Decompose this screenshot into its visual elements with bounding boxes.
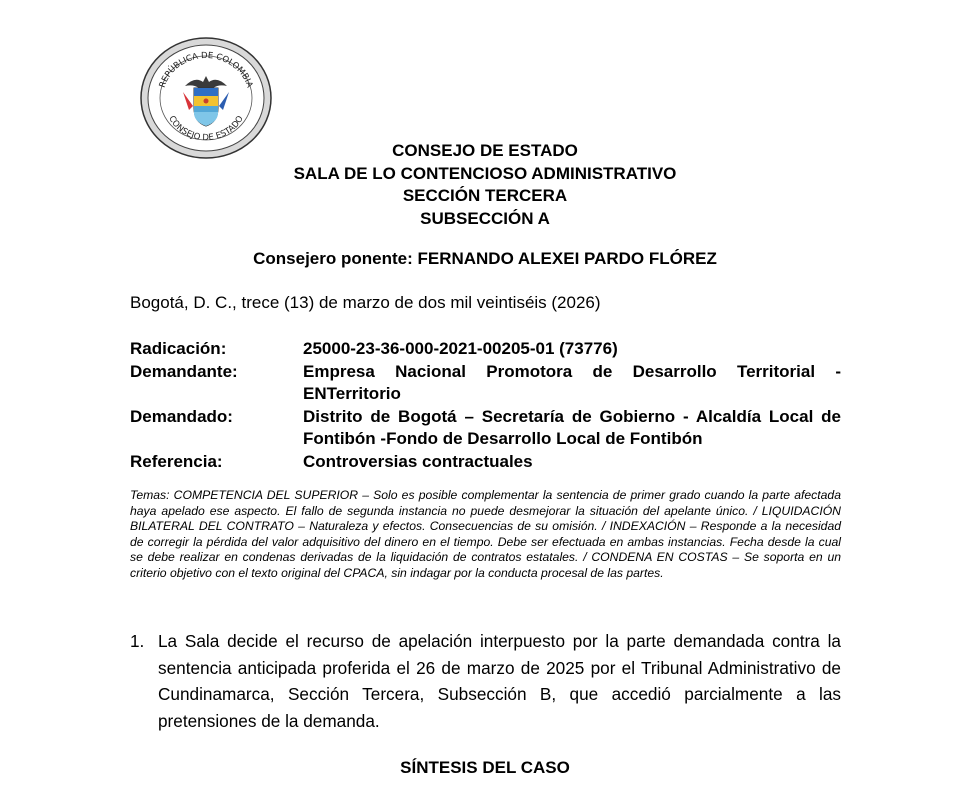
demandante-row <box>130 361 841 406</box>
referencia-label: Referencia: <box>130 451 223 471</box>
paragraph-1 <box>130 628 841 734</box>
header-line-seccion: SECCIÓN TERCERA <box>402 186 568 205</box>
demandado-label: Demandado: <box>130 406 233 426</box>
case-metadata <box>130 338 841 473</box>
radicacion-value: 25000-23-36-000-2021-00205-01 (73776) <box>303 339 618 358</box>
radicacion-row <box>130 338 841 361</box>
place-date: Bogotá, D. C., trece (13) de marzo de dos mil veintiséis (2026) <box>130 293 601 312</box>
demandado-value: Distrito de Bogotá – Secretaría de Gobierno - Alcaldía Local de Fontibón -Fondo de Desarrollo Local de Fontibón <box>303 406 841 448</box>
sintesis-heading: SÍNTESIS DEL CASO <box>400 758 570 777</box>
demandante-value: Empresa Nacional Promotora de Desarrollo Territorial - ENTerritorio <box>303 361 841 403</box>
demandado-row <box>130 406 841 451</box>
demandante-label: Demandante: <box>130 361 238 381</box>
referencia-value: Controversias contractuales <box>303 451 533 471</box>
svg-text:REPÚBLICA DE COLOMBIA: REPÚBLICA DE COLOMBIA <box>157 50 255 90</box>
header-line-subseccion: SUBSECCIÓN A <box>420 208 550 228</box>
header-line-sala: SALA DE LO CONTENCIOSO ADMINISTRATIVO <box>293 163 677 183</box>
referencia-row <box>130 451 841 474</box>
radicacion-label: Radicación: <box>130 339 227 358</box>
paragraph-text: La Sala decide el recurso de apelación interpuesto por la parte demandada contra la sentencia anticipada proferida el 26 de marzo de 2025 por el Tribunal Administrativo de Cundinamarca, Sección Tercera, Subsección B, que accedió parcialmente a las pretensiones de la demanda. <box>158 631 841 731</box>
court-header <box>130 140 840 230</box>
paragraph-number: 1. <box>130 631 145 651</box>
header-line-court: CONSEJO DE ESTADO <box>392 141 578 160</box>
svg-text:CONSEJO DE ESTADO: CONSEJO DE ESTADO <box>166 114 246 144</box>
temas-summary: Temas: COMPETENCIA DEL SUPERIOR – Solo es posible complementar la sentencia de primer grado cuando la parte afectada haya apelado ese aspecto. El fallo de segunda instancia no puede desmejorar la situación del apelante único. / LIQUIDACIÓN BILATERAL DEL CONTRATO – Naturaleza y efectos. Consecuencias de su omisión. / INDEXACIÓN – Responde a la necesidad de corregir la pérdida del valor adquisitivo del dinero en el tiempo. Debe ser efectuada en ambas instancias. Fecha desde la cual se debe realizar en condenas derivadas de la liquidación de contratos estatales. / CONDENA EN COSTAS – Se soporta en un criterio objetivo con el texto original del CPACA, sin indagar por la conducta procesal de las partes. <box>130 488 841 580</box>
consejero-ponente: Consejero ponente: FERNANDO ALEXEI PARDO FLÓREZ <box>253 249 717 268</box>
